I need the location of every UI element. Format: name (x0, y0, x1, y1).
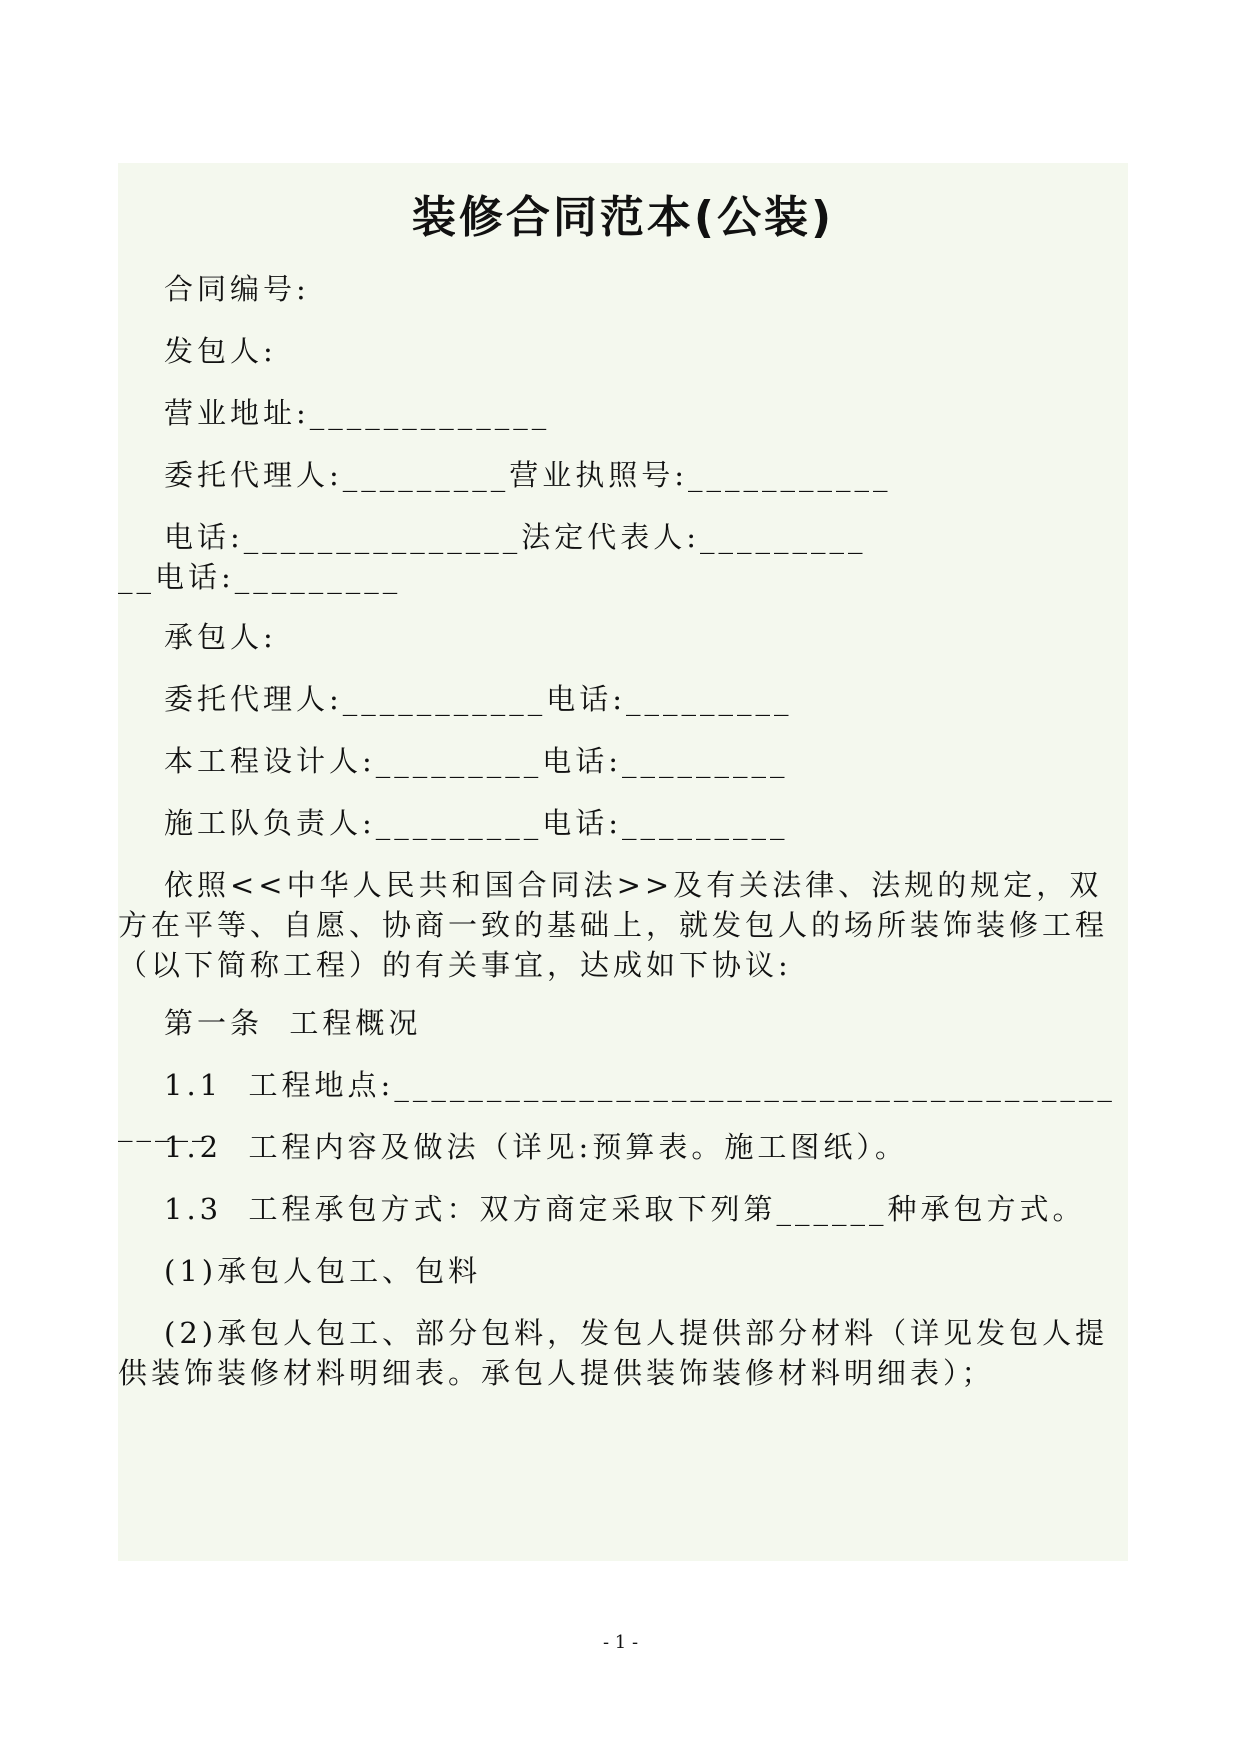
employer-line: 发包人: (164, 334, 277, 368)
option-2: (2)承包人包工、部分包料，发包人提供部分材料（详见发包人提供装饰装修材料明细表。承包人提供装饰装修材料明细表）； (118, 1316, 1109, 1390)
document-body (118, 163, 1128, 1561)
business-address-line: 营业地址:_____________ (164, 396, 551, 430)
contractor-line: 承包人: (164, 620, 277, 654)
designer-line: 本工程设计人:_________电话:_________ (164, 744, 789, 778)
option-1: (1)承包人包工、包料 (164, 1254, 482, 1288)
contract-number-line: 合同编号: (164, 272, 310, 306)
clause-1-1: 1.1 工程地点:____________________________________________ (118, 1068, 1116, 1142)
clause-1-2: 1.2 工程内容及做法（详见:预算表。施工图纸）。 (164, 1130, 908, 1164)
page-number: - 1 - (602, 1632, 639, 1653)
team-leader-line: 施工队负责人:_________电话:_________ (164, 806, 789, 840)
clause-1-3: 1.3 工程承包方式：双方商定采取下列第______种承包方式。 (164, 1192, 1086, 1226)
article-heading: 第一条 工程概况 (164, 1006, 422, 1040)
document-title: 装修合同范本(公装) (411, 192, 835, 243)
contractor-agent-line: 委托代理人:___________电话:_________ (164, 682, 793, 716)
phone-legal-rep-line: 电话:_______________法定代表人:___________电话:_________ (118, 520, 867, 594)
employer-agent-line: 委托代理人:_________营业执照号:___________ (164, 458, 892, 492)
preamble-paragraph: 依照<<中华人民共和国合同法>>及有关法律、法规的规定，双方在平等、自愿、协商一致的基础上，就发包人的场所装饰装修工程（以下简称工程）的有关事宜，达成如下协议: (118, 868, 1109, 982)
